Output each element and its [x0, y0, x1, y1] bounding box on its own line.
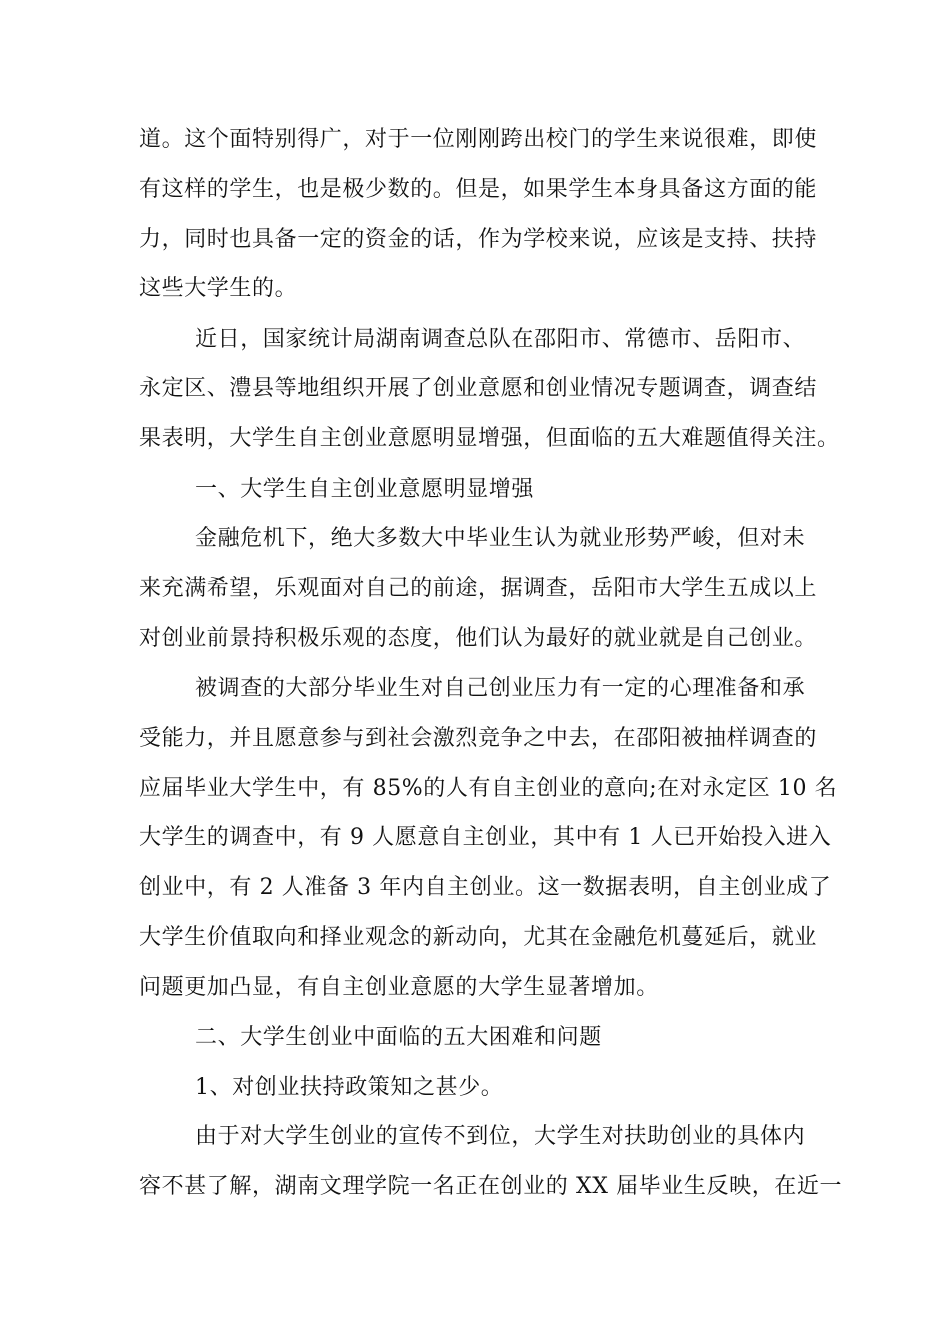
text-line: 力，同时也具备一定的资金的话，作为学校来说，应该是支持、扶持: [139, 227, 818, 252]
text-line: 问题更加凸显，有自主创业意愿的大学生显著增加。: [139, 975, 659, 1000]
text-line: 由于对大学生创业的宣传不到位，大学生对扶助创业的具体内: [195, 1124, 806, 1149]
text-line: 对创业前景持积极乐观的态度，他们认为最好的就业就是自己创业。: [139, 626, 818, 651]
text-line: 道。这个面特别得广，对于一位刚刚跨出校门的学生来说很难，即使: [139, 127, 818, 152]
text-line: 受能力，并且愿意参与到社会激烈竞争之中去，在邵阳被抽样调查的: [139, 726, 818, 751]
text-line: 容不甚了解，湖南文理学院一名正在创业的 XX 届毕业生反映，在近一: [139, 1174, 843, 1199]
text-line: 这些大学生的。: [139, 276, 298, 301]
text-line: 大学生的调查中，有 9 人愿意自主创业，其中有 1 人已开始投入进入: [139, 825, 832, 850]
text-line: 应届毕业大学生中，有 85%的人有自主创业的意向;在对永定区 10 名: [139, 776, 838, 801]
section-heading: 二、大学生创业中面临的五大困难和问题: [195, 1025, 602, 1050]
text-line: 有这样的学生，也是极少数的。但是，如果学生本身具备这方面的能: [139, 177, 818, 202]
text-line: 大学生价值取向和择业观念的新动向，尤其在金融危机蔓延后，就业: [139, 925, 818, 950]
text-line: 果表明，大学生自主创业意愿明显增强，但面临的五大难题值得关注。: [139, 426, 840, 451]
text-line: 来充满希望，乐观面对自己的前途，据调查，岳阳市大学生五成以上: [139, 576, 818, 601]
subsection-heading: 1、对创业扶持政策知之甚少。: [195, 1075, 504, 1100]
text-line: 被调查的大部分毕业生对自己创业压力有一定的心理准备和承: [195, 676, 806, 701]
text-line: 创业中，有 2 人准备 3 年内自主创业。这一数据表明，自主创业成了: [139, 875, 832, 900]
text-line: 永定区、澧县等地组织开展了创业意愿和创业情况专题调查，调查结: [139, 376, 818, 401]
text-line: 近日，国家统计局湖南调查总队在邵阳市、常德市、岳阳市、: [195, 327, 806, 352]
section-heading: 一、大学生自主创业意愿明显增强: [195, 477, 535, 502]
text-line: 金融危机下，绝大多数大中毕业生认为就业形势严峻，但对未: [195, 526, 806, 551]
